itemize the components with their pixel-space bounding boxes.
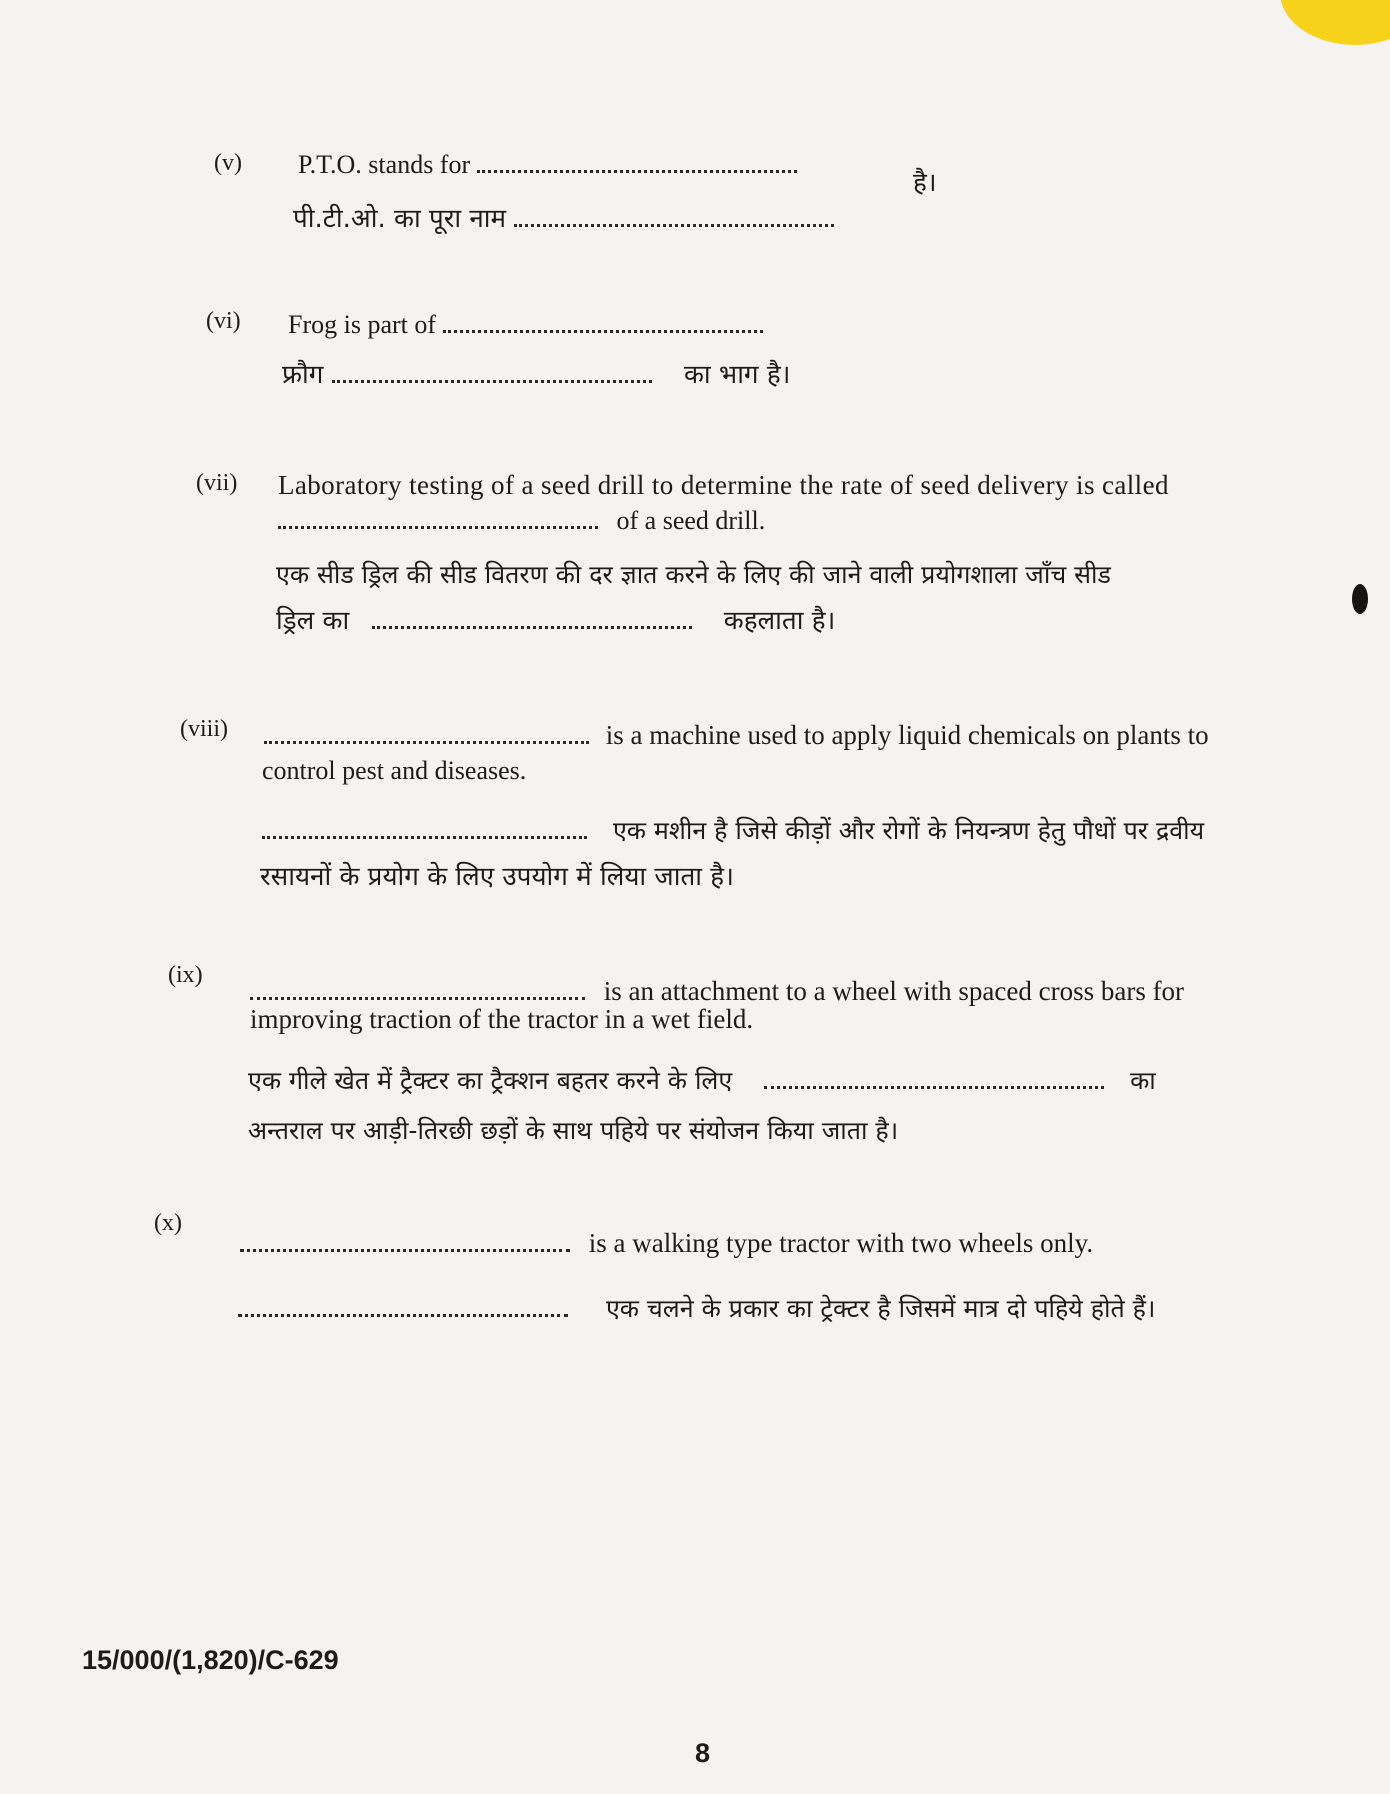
question-text-hi — [248, 1068, 1156, 1093]
question-text-hi-part: कहलाता है। — [723, 606, 836, 636]
question-text-hi-suffix: है। — [913, 168, 937, 198]
blank-dots — [238, 1298, 568, 1317]
question-number: (vi) — [206, 308, 241, 334]
question-text-hi-part: एक चलने के प्रकार का ट्रेक्टर है जिसमें मात्र दो पहिये होते हैं। — [605, 1294, 1156, 1323]
question-text-hi-part: का भाग है। — [683, 360, 791, 390]
question-text-en — [298, 152, 797, 178]
yellow-corner-mark — [1280, 0, 1390, 45]
question-text-hi — [262, 818, 1204, 843]
question-text-en — [288, 312, 763, 338]
question-text-en — [264, 722, 1209, 749]
question-text-hi-part: एक गीले खेत में ट्रैक्टर का ट्रैक्शन बहतर करने के लिए — [248, 1066, 733, 1095]
question-text-en — [278, 508, 765, 534]
ink-blot-mark — [1352, 584, 1368, 614]
question-text-en-part: P.T.O. stands for — [298, 150, 471, 179]
page-number: 8 — [695, 1738, 711, 1768]
question-text-en — [250, 978, 1184, 1005]
question-number: (vii) — [196, 470, 238, 496]
question-text-hi-part: ड्रिल का — [276, 606, 350, 636]
blank-dots — [514, 208, 834, 227]
question-text-en — [240, 1230, 1093, 1257]
blank-dots — [262, 820, 587, 839]
question-text-en-part: is an attachment to a wheel with spaced cross bars for — [603, 976, 1185, 1006]
question-text-hi: एक सीड ड्रिल की सीड वितरण की दर ज्ञात करने के लिए की जाने वाली प्रयोगशाला जाँच सीड — [276, 560, 1111, 589]
blank-dots — [372, 610, 692, 629]
question-number: (v) — [214, 150, 242, 176]
question-text-hi: अन्तराल पर आड़ी-तिरछी छड़ों के साथ पहिये पर संयोजन किया जाता है। — [248, 1116, 899, 1145]
blank-dots — [764, 1070, 1104, 1089]
blank-dots — [278, 510, 598, 529]
question-text-en-part: is a walking type tractor with two wheels only. — [588, 1228, 1094, 1258]
question-text-hi — [282, 362, 791, 388]
question-text-en-part: is a machine used to apply liquid chemicals on plants to — [605, 720, 1209, 750]
blank-dots — [332, 364, 652, 383]
blank-dots — [240, 1233, 570, 1252]
question-number: (ix) — [168, 962, 203, 988]
question-text-hi: रसायनों के प्रयोग के लिए उपयोग में लिया जाता है। — [260, 862, 734, 892]
question-text-hi-part: एक मशीन है जिसे कीड़ों और रोगों के नियन्त्रण हेतु पौधों पर द्रवीय — [612, 816, 1205, 845]
question-text-hi — [293, 206, 834, 232]
blank-dots — [250, 981, 585, 1000]
question-text-en-part: Frog is part of — [288, 310, 437, 339]
blank-dots — [443, 314, 763, 333]
question-text-hi-part: फ्रौग — [282, 360, 324, 390]
paper-code: 15/000/(1,820)/C-629 — [82, 1645, 339, 1675]
question-text-hi-part: का — [1130, 1066, 1156, 1095]
question-text-hi-part: पी.टी.ओ. का पूरा नाम — [293, 204, 507, 234]
blank-dots — [264, 725, 589, 744]
question-text-hi — [276, 608, 835, 634]
question-text-en: Laboratory testing of a seed drill to determine the rate of seed delivery is called — [278, 470, 1169, 500]
question-number: (viii) — [180, 716, 228, 742]
question-number: (x) — [154, 1210, 182, 1236]
question-text-en: improving traction of the tractor in a wet field. — [250, 1004, 754, 1034]
blank-dots — [477, 154, 797, 173]
question-text-hi — [238, 1296, 1155, 1321]
question-text-en-part: of a seed drill. — [616, 506, 766, 535]
question-text-en: control pest and diseases. — [262, 756, 527, 785]
